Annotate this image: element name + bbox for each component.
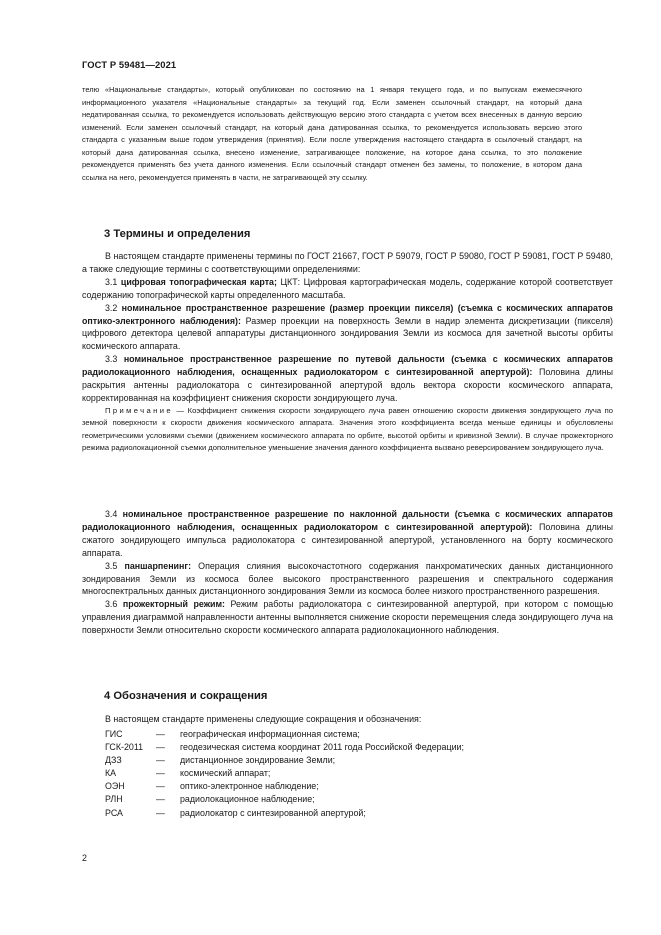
continuation-paragraph [82, 84, 582, 184]
term-name: номинальное пространственное разрешение (размер проекции пикселя) (съемка с космических аппаратов оптико-электронного наблюдения): [82, 302, 613, 326]
term-definition: Режим работы радиолокатора с синтезированной апертурой, при котором с помощью управления диаграммой направленности антенны выполняется снижение скорости перемещения следа зондирующего луча на поверхности Земли относительно скорости космического аппарата радиолокационного наблюдения. [82, 599, 613, 636]
abbreviation: КА [105, 768, 117, 779]
term-3-3 [82, 353, 613, 405]
page-number: 2 [82, 853, 87, 863]
abbreviation: ОЭН [105, 781, 125, 792]
term-number: 3.6 [105, 599, 123, 610]
abbreviation-row [105, 754, 625, 767]
note-paragraph [82, 405, 613, 454]
abbreviation: ГСК-2011 [105, 742, 144, 753]
term-name: номинальное пространственное разрешение по наклонной дальности (съемка с космических аппаратов радиолокационного наблюдения, оснащенных радиолокатором с синтезированной апертурой): [82, 509, 613, 532]
note-block [82, 405, 613, 454]
term-name: паншарпенинг: [124, 560, 192, 571]
abbreviation-list [105, 728, 625, 820]
abbreviation-row [105, 807, 625, 820]
term-3-2 [82, 302, 613, 354]
abbreviation-meaning: радиолокатор с синтезированной апертурой; [180, 807, 366, 818]
abbreviation-meaning: дистанционное зондирование Земли; [180, 755, 336, 766]
dash: — [156, 794, 165, 805]
abbreviation-row [105, 767, 625, 780]
term-number: 3.1 [105, 276, 121, 287]
abbreviation-meaning: географическая информационная система; [180, 729, 360, 739]
term-definition: Половина длины раскрытия антенны радиолокатора с синтезированной апертурой вдоль вектора скорости космического аппарата, корректированная на коэффициент снижения скорости зондирующего луча. [82, 367, 614, 403]
abbreviation-row [105, 728, 625, 741]
term-definition: Операция слияния высокочастотного содержания панхроматических данных дистанционного зондирования Земли из космоса более высокого пространственного разрешения и спектрального содержания многоспектральных данных дистанционного зондирования Земли из космоса более низкого пространственного разрешения. [82, 560, 613, 597]
abbreviation-meaning: космический аппарат; [180, 768, 271, 779]
abbreviation-row [105, 793, 625, 806]
dash: — [156, 768, 165, 779]
document-header: ГОСТ Р 59481—2021 [82, 59, 177, 70]
dash: — [156, 781, 165, 792]
term-number: 3.3 [105, 354, 124, 365]
term-number: 3.5 [105, 560, 125, 571]
section-3-title: 3 Термины и определения [104, 228, 251, 240]
continuation-text: телю «Национальные стандарты», который опубликован по состоянию на 1 января текущего года, и по выпускам ежемесячного информационного указателя «Национальные стандарты» за текущий год. Если заменен ссылочный стандарт, на который дана недатированная ссылка, то рекомендуется использовать действующую версию этого стандарта с учетом всех внесенных в данную версию изменений. Если заменен ссылочный стандарт, на который дана датированная ссылка, то рекомендуется использовать версию этого стандарта с указанным выше годом утверждения (принятия). Если после утверждения настоящего стандарта в ссылочный стандарт, на который дана датированная ссылка, внесено изменение, затрагивающее положение, на которое дана ссылка, то это положение рекомендуется применять без учета данного изменения. Если ссылочный стандарт отменен без замены, то положение, в котором дана ссылка на него, рекомендуется применять в части, не затрагивающей эту ссылку. [82, 85, 582, 182]
term-number: 3.2 [105, 302, 122, 313]
abbreviation: ГИС [105, 729, 123, 739]
term-definition: Размер проекции на поверхность Земли в надир элемента дискретизации (пикселя) цифрового детектора целевой аппаратуры дистанционного зондирования Земли из космоса для зачетной высоты орбиты космического аппарата. [82, 315, 614, 352]
abbreviation: ДЗЗ [105, 755, 122, 766]
section-3-body-continued [82, 508, 613, 637]
abbreviation: РЛН [105, 794, 123, 805]
abbreviation-meaning: геодезическая система координат 2011 года Российской Федерации; [180, 742, 464, 753]
term-definition: ЦКТ: Цифровая картографическая модель, содержание которой соответствует содержанию топографической карты определенного масштаба. [82, 276, 613, 300]
note-label: Примечание [105, 406, 173, 415]
section-3-body [82, 250, 613, 405]
term-name: цифровая топографическая карта; [120, 276, 277, 287]
abbreviation-row [105, 741, 625, 754]
dash: — [156, 729, 165, 739]
abbreviation-meaning: радиолокационное наблюдение; [180, 794, 315, 805]
note-dash: — [172, 406, 188, 415]
section-4-intro: В настоящем стандарте применены следующие сокращения и обозначения: [105, 714, 422, 724]
dash: — [156, 742, 165, 753]
dash: — [156, 755, 165, 766]
term-3-6 [82, 598, 613, 637]
note-text: Коэффициент снижения скорости зондирующего луча равен отношению скорости движения зондирующего луча по земной поверхности к скорости движения космического аппарата. Значения этого коэффициента всегда меньше единицы и обусловлены геометрическими условиями съемки (движением космического аппарата по орбите, высотой орбиты и кривизной Земли). В случае прожекторного режима радиолокационной съемки дополнительное уменьшение значения данного коэффициента вызвано реверсированием зондирующего луча. [82, 406, 613, 452]
section-3-intro: В настоящем стандарте применены термины по ГОСТ 21667, ГОСТ Р 59079, ГОСТ Р 59080, ГОСТ Р 59081, ГОСТ Р 59480, а также следующие термины с соответствующими определениями: [82, 251, 613, 274]
abbreviation-meaning: оптико-электронное наблюдение; [180, 781, 319, 792]
abbreviation-row [105, 780, 625, 793]
term-definition: Половина длины сжатого зондирующего импульса радиолокатора с синтезированной апертурой, установленного на борту космического аппарата. [82, 521, 614, 558]
term-number: 3.4 [105, 509, 123, 519]
section-4-title: 4 Обозначения и сокращения [104, 690, 268, 702]
term-3-1 [82, 276, 613, 302]
term-3-4 [82, 508, 613, 560]
term-3-5 [82, 560, 613, 599]
term-name: номинальное пространственное разрешение по путевой дальности (съемка с космических аппаратов радиолокационного наблюдения, оснащенных радиолокатором с синтезированной апертурой): [82, 354, 613, 378]
dash: — [156, 807, 165, 818]
term-name: прожекторный режим: [122, 599, 225, 610]
abbreviation: РСА [105, 807, 123, 818]
